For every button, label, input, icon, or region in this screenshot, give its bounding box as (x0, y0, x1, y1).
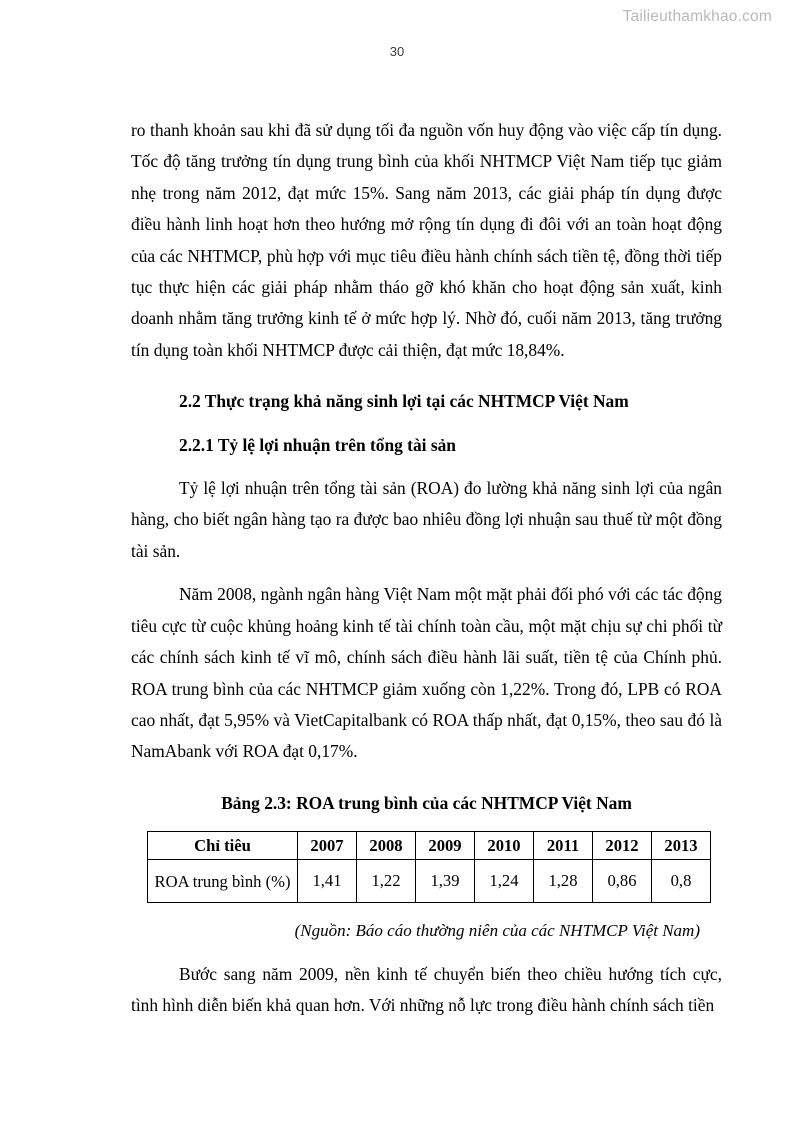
table-cell-2013: 0,8 (652, 860, 711, 903)
table-cell-2010: 1,24 (475, 860, 534, 903)
table-header-cell-2: 2008 (357, 832, 416, 860)
spacer (131, 366, 722, 386)
table-source-note: (Nguồn: Báo cáo thường niên của các NHTMCP Việt Nam) (294, 921, 700, 941)
paragraph-4: Bước sang năm 2009, nền kinh tế chuyển biến theo chiều hướng tích cực, tình hình diễn biến khả quan hơn. Với những nỗ lực trong điều hành chính sách tiền (131, 963, 722, 1015)
table-header-cell-3: 2009 (416, 832, 475, 860)
spacer (131, 947, 722, 959)
table-cell-2011: 1,28 (534, 860, 593, 903)
table-cell-2009: 1,39 (416, 860, 475, 903)
table-container (131, 831, 722, 903)
table-header-cell-0: Chỉ tiêu (148, 832, 298, 860)
table-header-cell-1: 2007 (298, 832, 357, 860)
table-cell-2007: 1,41 (298, 860, 357, 903)
paragraph-3: Năm 2008, ngành ngân hàng Việt Nam một mặt phải đối phó với các tác động tiêu cực từ cuộc khủng hoảng kinh tế tài chính toàn cầu, một mặt chịu sự chi phối từ các chính sách kinh tế vĩ mô, chính sách điều hành lãi suất, tiền tệ của Chính phủ. ROA trung bình của các NHTMCP giảm xuống còn 1,22%. Trong đó, LPB có ROA cao nhất, đạt 5,95% và VietCapitalbank có ROA thấp nhất, đạt 0,15%, theo sau đó là NamAbank với ROA đạt 0,17%. (131, 584, 722, 762)
spacer (131, 819, 722, 831)
paragraph-1: ro thanh khoản sau khi đã sử dụng tối đa nguồn vốn huy động vào việc cấp tín dụng. Tốc độ tăng trưởng tín dụng trung bình của khối NHTMCP Việt Nam tiếp tục giảm nhẹ trong năm 2012, đạt mức 15%. Sang năm 2013, các giải pháp tín dụng được điều hành linh hoạt hơn theo hướng mở rộng tín dụng đi đôi với an toàn hoạt động của các NHTMCP, phù hợp với mục tiêu điều hành chính sách tiền tệ, đồng thời tiếp tục thực hiện các giải pháp nhằm tháo gỡ khó khăn cho hoạt động sản xuất, kinh doanh nhằm tăng trưởng kinh tế ở mức hợp lý. Nhờ đó, cuối năm 2013, tăng trưởng tín dụng toàn khối NHTMCP được cải thiện, đạt mức 18,84%. (131, 120, 722, 360)
table-header-cell-4: 2010 (475, 832, 534, 860)
table-head (148, 832, 711, 860)
table-row-label: ROA trung bình (%) (148, 860, 298, 903)
table-header-cell-6: 2012 (593, 832, 652, 860)
table-header-cell-5: 2011 (534, 832, 593, 860)
section-heading-2-2: 2.2 Thực trạng khả năng sinh lợi tại các NHTMCP Việt Nam (179, 391, 629, 412)
roa-table (147, 831, 711, 903)
watermark-text: Tailieuthamkhao.com (622, 8, 772, 25)
page-number: 30 (389, 44, 405, 59)
spacer (131, 768, 722, 788)
paragraph-2: Tỷ lệ lợi nhuận trên tổng tài sản (ROA) đo lường khả năng sinh lợi của ngân hàng, cho biết ngân hàng tạo ra được bao nhiêu đồng lợi nhuận sau thuế từ một đồng tài sản. (131, 478, 722, 561)
spacer (131, 418, 722, 430)
table-cell-2012: 0,86 (593, 860, 652, 903)
page-content (131, 115, 722, 1021)
table-cell-2008: 1,22 (357, 860, 416, 903)
table-header-cell-7: 2013 (652, 832, 711, 860)
table-row (148, 860, 711, 903)
spacer (131, 903, 722, 915)
table-header-row (148, 832, 711, 860)
spacer (131, 567, 722, 579)
section-heading-2-2-1: 2.2.1 Tỷ lệ lợi nhuận trên tổng tài sản (179, 434, 456, 455)
table-body (148, 860, 711, 903)
table-caption: Bảng 2.3: ROA trung bình của các NHTMCP Việt Nam (221, 792, 632, 813)
spacer (131, 461, 722, 473)
